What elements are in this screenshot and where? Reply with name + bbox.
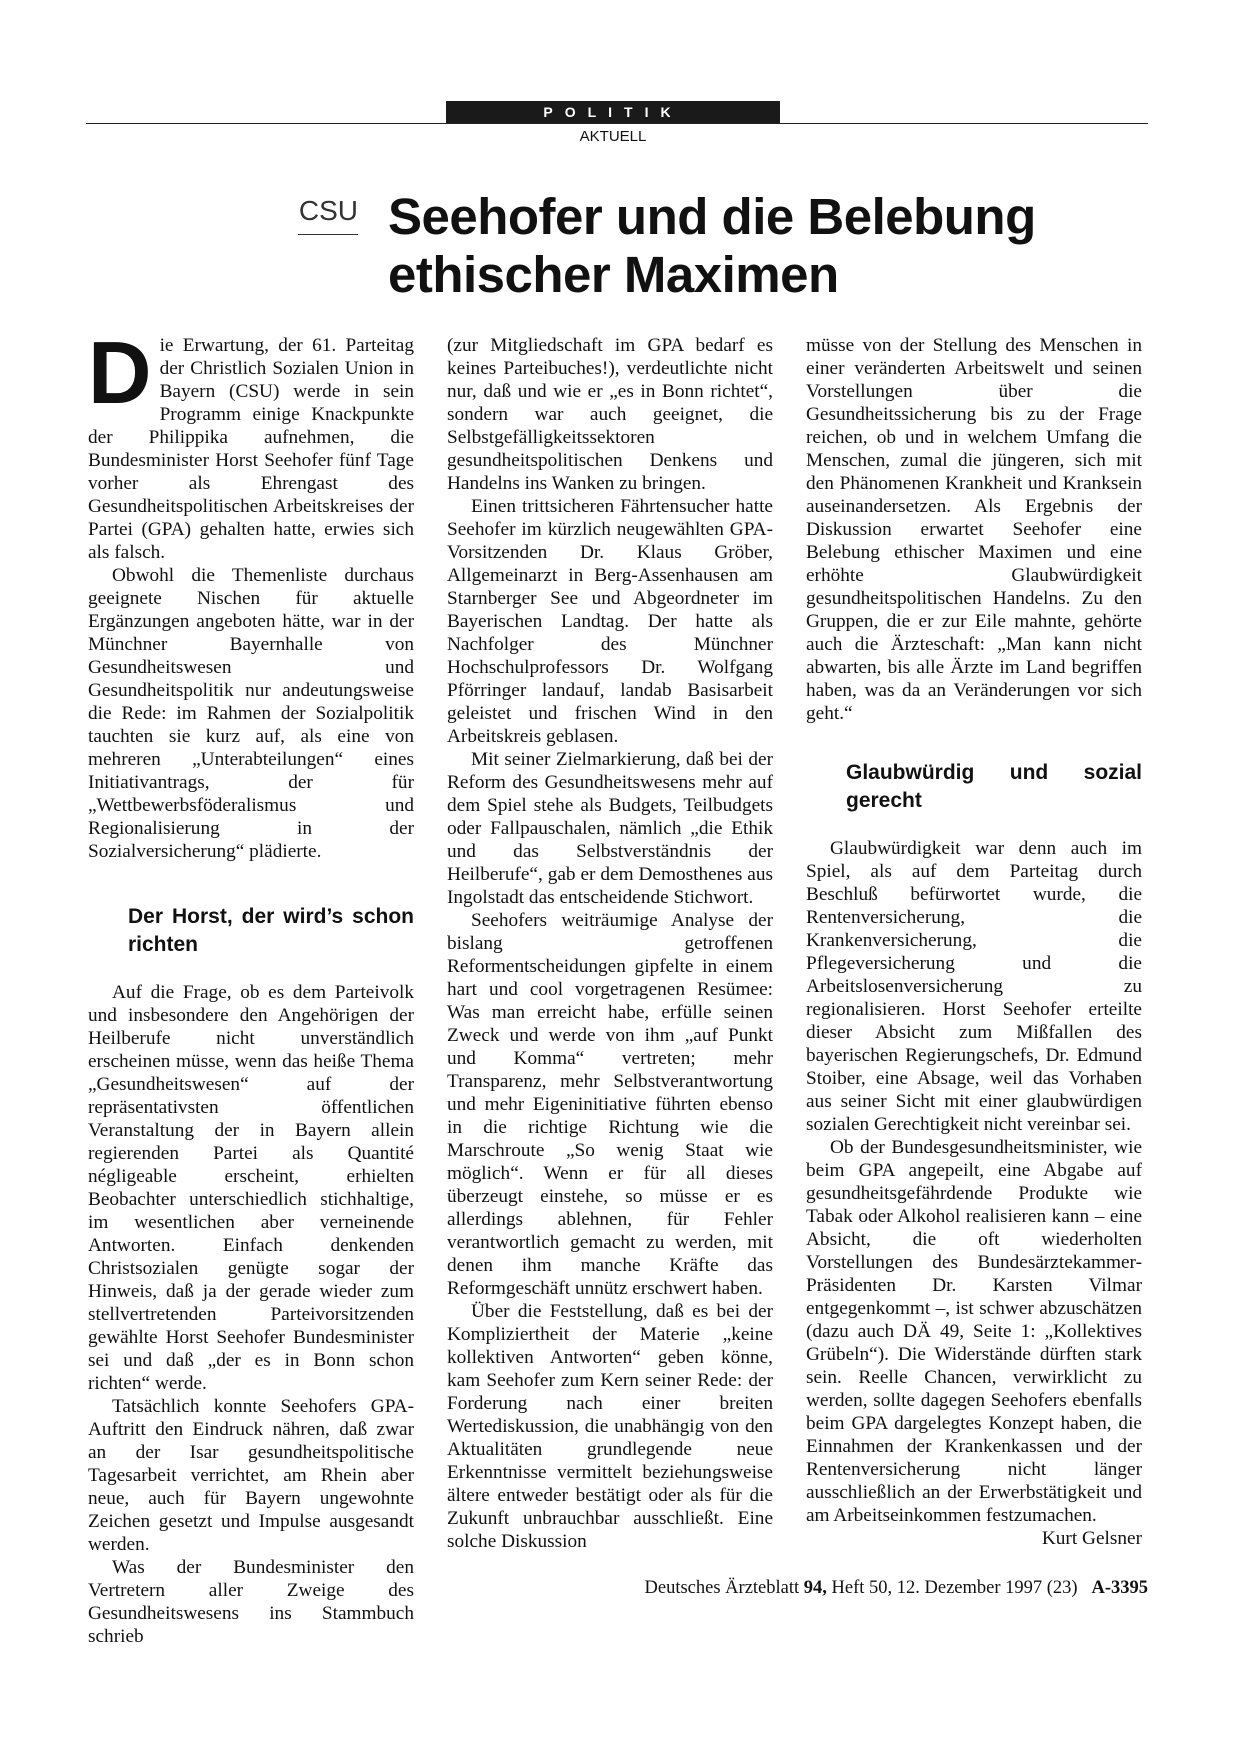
journal-volume: 94, (803, 1578, 827, 1598)
paragraph: Seehofers weiträumige Analyse der bislang getroffenen Reformentscheidungen gipfelte in einem hart und cool vorgetragenen Resümee: Was man erreicht habe, erfülle seinen Zweck und werde von ihm „auf Punkt und Komma“ vertreten; mehr Transparenz, mehr Selbstverantwortung und mehr Eigeninitiative führten ebenso in die richtige Richtung wie die Marschroute „So wenig Staat wie möglich“. Wenn er für all dieses überzeugt einstehe, so müsse er es allerdings ablehnen, für Fehler verantwortlich gemacht zu werden, mit denen ihm manche Kräfte das Reformgeschäft unnütz erschwert haben. (447, 910, 773, 1299)
journal-name: Deutsches Ärzteblatt (644, 1578, 800, 1598)
subheading-2: Glaubwürdig und sozial gerecht (846, 761, 1142, 812)
paragraph (806, 1136, 1142, 1549)
subsection-label: AKTUELL (579, 128, 647, 145)
issue-info: Heft 50, 12. Dezember 1997 (23) (831, 1578, 1078, 1598)
paragraph: müsse von der Stellung des Menschen in einer veränderten Arbeitswelt und seinen Vorstellungen über die Gesundheitssicherung bis zu der Frage reichen, ob und in welchem Umfang die Menschen, zumal die jüngeren, sich mit den Phänomenen Krankheit und Kranksein auseinandersetzen. Als Ergebnis der Diskussion erwartet Seehofer eine Belebung ethischer Maximen und eine erhöhte Glaubwürdigkeit gesundheitspolitischen Handelns. Zu den Gruppen, die er zur Eile mahnte, gehörte auch die Ärzteschaft: „Man kann nicht abwarten, bis alle Ärzte im Land begriffen haben, was da an Veränderungen vor sich geht.“ (806, 335, 1142, 724)
section-label: POLITIK (446, 101, 780, 123)
article-column-3 (806, 334, 1142, 1550)
paragraph: Obwohl die Themenliste durchaus geeignete Nischen für aktuelle Ergänzungen angeboten hätte, war in der Münchner Bayernhalle von Gesundheitswesen und Gesundheitspolitik nur andeutungsweise die Rede: im Rahmen der Sozialpolitik tauchten sie kurz auf, als eine von mehreren „Unterabteilungen“ eines Initiativantrags, der für „Wettbewerbsföderalismus und Regionalisierung in der Sozialversicherung“ plädierte. (88, 565, 414, 862)
page-footer (540, 1578, 1148, 1599)
article-kicker: CSU (298, 195, 358, 226)
article-column-2 (447, 334, 773, 1553)
paragraph: Mit seiner Zielmarkierung, daß bei der Reform des Gesundheitswesens mehr auf dem Spiel stehe als Budgets, Teilbudgets oder Fallpauschalen, nämlich „die Ethik und das Selbstverständnis der Heilberufe“, gab er dem Demosthenes aus Ingolstadt das entscheidende Stichwort. (447, 749, 773, 908)
article-column-1 (88, 323, 414, 1648)
paragraph: (zur Mitgliedschaft im GPA bedarf es keines Parteibuches!), verdeutlichte nicht nur, daß und wie er „es in Bonn richtet“, sondern war auch geeignet, die Selbstgefälligkeitssektoren gesundheitspolitischen Denkens und Handelns ins Wanken zu bringen. (447, 335, 773, 494)
paragraph: Tatsächlich konnte Seehofers GPA-Auftritt den Eindruck nähren, daß zwar an der Isar gesundheitspolitische Tagesarbeit verrichtet, am Rhein aber neue, auch für Bayern ungewohnte Zeichen gesetzt und Impulse ausgesandt werden. (88, 1396, 414, 1555)
paragraph (88, 323, 414, 564)
subheading-1: Der Horst, der wird’s schon richten (128, 905, 414, 956)
article-headline: Seehofer und die Belebung ethischer Maximen (388, 188, 1036, 303)
paragraph: Glaubwürdigkeit war denn auch im Spiel, als auf dem Parteitag durch Beschluß befürwortet wurde, die Rentenversicherung, die Krankenversicherung, die Pflegeversicherung und die Arbeitslosenversicherung zu regionalisieren. Horst Seehofer erteilte dieser Absicht zum Mißfallen des bayerischen Regierungschefs, Dr. Edmund Stoiber, eine Absage, weil das Vorhaben aus seiner Sicht mit einer glaubwürdigen sozialen Gerechtigkeit nicht vereinbar sei. (806, 838, 1142, 1135)
drop-cap: D (88, 323, 152, 422)
header-rule (86, 123, 1148, 124)
page-number: A-3395 (1091, 1578, 1148, 1598)
paragraph: Einen trittsicheren Fährtensucher hatte Seehofer im kürzlich neugewählten GPA-Vorsitzenden Dr. Klaus Gröber, Allgemeinarzt in Berg-Assenhausen am Starnberger See und Abgeordneter im Bayerischen Landtag. Der hatte als Nachfolger des Münchner Hochschulprofessors Dr. Wolfgang Pförringer landauf, landab Basisarbeit geleistet und frischen Wind in den Arbeitskreis geblasen. (447, 496, 773, 747)
paragraph-text: ie Erwartung, der 61. Parteitag der Christlich Sozialen Union in Bayern (CSU) werde in sein Programm einige Knackpunkte der Philippika aufnehmen, die Bundesminister Horst Seehofer fünf Tage vorher als Ehrengast des Gesundheitspolitischen Arbeitskreises der Partei (GPA) gehalten hatte, erwies sich als falsch. (88, 335, 414, 563)
kicker-rule (298, 234, 358, 235)
paragraph: Über die Feststellung, daß es bei der Kompliziertheit der Materie „keine kollektiven Antworten“ geben könne, kam Seehofer zum Kern seiner Rede: der Forderung nach einer breiten Wertediskussion, die unabhängig von den Aktualitäten grundlegende neue Erkenntnisse vermittelt beziehungsweise ältere entweder bestätigt oder als für die Zukunft unbrauchbar ausschließt. Eine solche Diskussion (447, 1301, 773, 1552)
paragraph-text: Ob der Bundesgesundheitsminister, wie beim GPA angepeilt, eine Abgabe auf gesundheitsgefährdende Produkte wie Tabak oder Alkohol realisieren kann – eine Absicht, die oft wiederholten Vorstellungen des Bundesärztekammer-Präsidenten Dr. Karsten Vilmar entgegenkommt –, ist schwer abzuschätzen (dazu auch DÄ 49, Seite 1: „Kollektives Grübeln“). Die Widerstände dürften stark sein. Reelle Chancen, verwirklicht zu werden, sollte dagegen Seehofers ebenfalls beim GPA dargelegtes Konzept haben, die Einnahmen der Krankenkassen und der Rentenversicherung nicht länger ausschließlich an der Erwerbstätigkeit und am Arbeitseinkommen festzumachen. (806, 1137, 1142, 1526)
paragraph: Was der Bundesminister den Vertretern aller Zweige des Gesundheitswesens ins Stammbuch schrieb (88, 1557, 414, 1647)
author-name: Kurt Gelsner (1041, 1528, 1142, 1549)
paragraph: Auf die Frage, ob es dem Parteivolk und insbesondere den Angehörigen der Heilberufe nicht unverständlich erscheinen müsse, wenn das heiße Thema „Gesundheitswesen“ auf der repräsentativsten öffentlichen Veranstaltung der in Bayern allein regierenden Partei als Quantité négligeable erscheint, erhielten Beobachter unterschiedlich stichhaltige, im wesentlichen aber verneinende Antworten. Einfach denkenden Christsozialen genügte sogar der Hinweis, daß ja der gerade wieder zum stellvertretenden Parteivorsitzenden gewählte Horst Seehofer Bundesminister sei und daß „der es in Bonn schon richten“ werde. (88, 982, 414, 1394)
